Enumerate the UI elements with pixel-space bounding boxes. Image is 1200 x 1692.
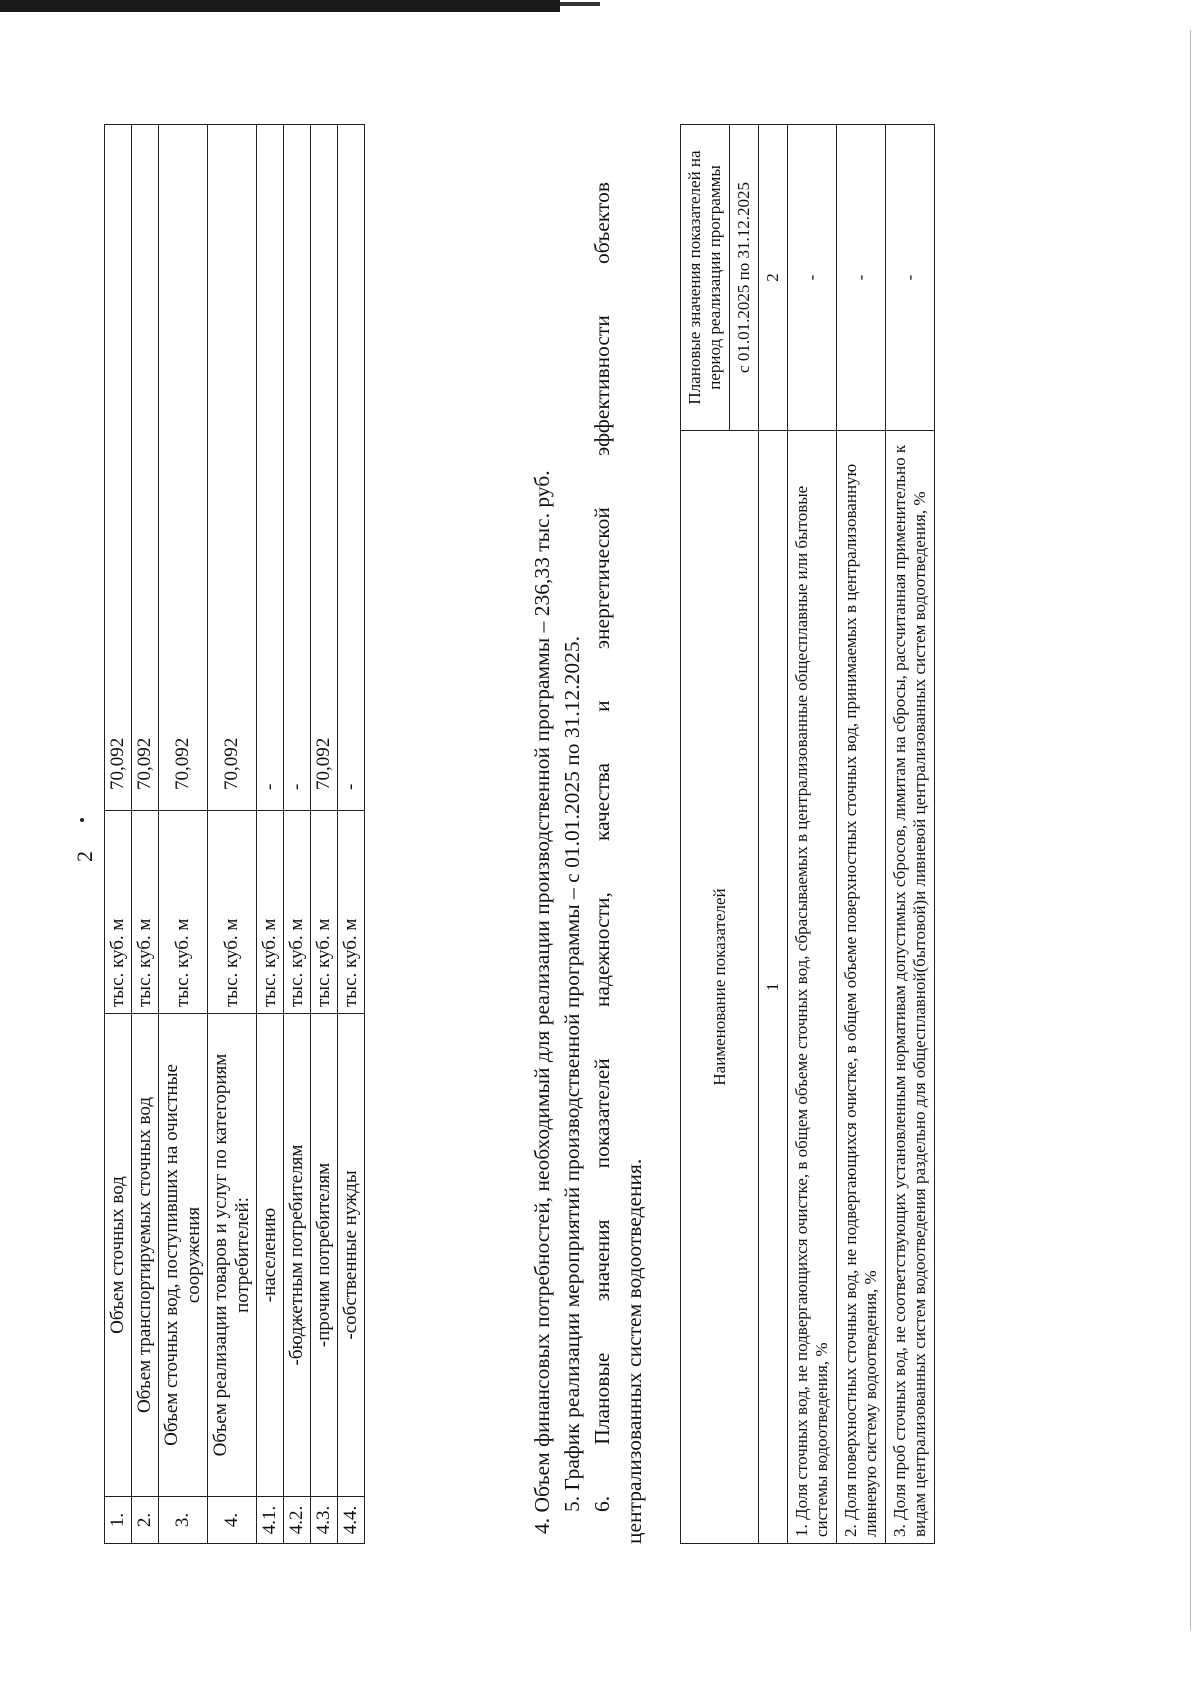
header-period: с 01.01.2025 по 31.12.2025 <box>730 125 759 431</box>
row-number: 4.4. <box>338 1497 365 1544</box>
table-row <box>837 125 886 1544</box>
row-number: 2. <box>132 1497 159 1544</box>
paragraph-6-word: показателей <box>590 1058 614 1169</box>
row-unit: тыс. куб. м <box>311 811 338 1014</box>
table-row <box>105 125 132 1544</box>
row-unit: тыс. куб. м <box>132 811 159 1014</box>
row-value: - <box>284 125 311 811</box>
table-row <box>311 125 338 1544</box>
paragraph-6-continuation: централизованных систем водоотведения. <box>622 1158 646 1544</box>
row-value: 70,092 <box>132 125 159 811</box>
column-number-1: 1 <box>759 431 788 1544</box>
table-row <box>284 125 311 1544</box>
paragraph-6-word: Плановые <box>590 1352 614 1445</box>
indicator-name: 2. Доля поверхностных сточных вод, не подвергающихся очистке, в общем объеме поверхностных сточных вод, принимаемых в централизованную ливневую систему водоотведения, % <box>837 431 886 1544</box>
paragraph-6-word: и <box>590 700 614 712</box>
column-number-2: 2 <box>759 125 788 431</box>
row-name: -прочим потребителям <box>311 1014 338 1497</box>
row-unit: тыс. куб. м <box>105 811 132 1014</box>
row-value: 70,092 <box>105 125 132 811</box>
indicator-name: 3. Доля проб сточных вод, не соответствующих установленным нормативам допустимых сбросов, лимитам на сбросы, рассчитанная применительно к видам централизованных систем водоотведения раздельно для общесплавной(бытовой)и ливневой централизованных систем водоотведения, % <box>886 431 935 1544</box>
volumes-table <box>104 124 365 1544</box>
row-number: 3. <box>159 1497 208 1544</box>
row-name: -бюджетным потребителям <box>284 1014 311 1497</box>
indicator-name: 1. Доля сточных вод, не подвергающихся очистке, в общем объеме сточных вод, сбрасываемых в централизованные общесплавные или бытовые системы водоотведения, % <box>788 431 837 1544</box>
row-unit: тыс. куб. м <box>284 811 311 1014</box>
row-value: 70,092 <box>159 125 208 811</box>
row-unit: тыс. куб. м <box>257 811 284 1014</box>
paragraph-6-word: значения <box>590 1219 614 1302</box>
row-number: 4.3. <box>311 1497 338 1544</box>
indicator-value: - <box>886 125 935 431</box>
paragraph-5: 5. График реализации мероприятий производственной программы – с 01.01.2025 по 31.12.2025. <box>560 636 584 1512</box>
row-unit: тыс. куб. м <box>338 811 365 1014</box>
table-row <box>132 125 159 1544</box>
row-number: 4. <box>208 1497 257 1544</box>
row-unit: тыс. куб. м <box>208 811 257 1014</box>
row-name: Объем реализации товаров и услуг по категориям потребителей: <box>208 1014 257 1497</box>
row-number: 4.1. <box>257 1497 284 1544</box>
table-row <box>338 125 365 1544</box>
paragraph-6-word: надежности, <box>590 892 614 1008</box>
header-plan-values: Плановые значения показателей на период реализации программы <box>681 125 730 431</box>
row-unit: тыс. куб. м <box>159 811 208 1014</box>
indicators-table <box>680 124 935 1544</box>
paragraph-6-word: объектов <box>590 182 614 265</box>
row-value: 70,092 <box>311 125 338 811</box>
table-row <box>257 125 284 1544</box>
table-row <box>208 125 257 1544</box>
row-value: - <box>257 125 284 811</box>
table-row <box>886 125 935 1544</box>
page-number: 2 <box>72 851 97 862</box>
row-number: 4.2. <box>284 1497 311 1544</box>
row-name: Объем транспортируемых сточных вод <box>132 1014 159 1497</box>
row-name: Объем сточных вод <box>105 1014 132 1497</box>
paragraph-6-word: энергетической <box>590 507 614 650</box>
paragraph-4: 4. Объем финансовых потребностей, необходимый для реализации производственной программы – 236,33 тыс. руб. <box>530 470 554 1534</box>
row-value: 70,092 <box>208 125 257 811</box>
header-indicator-name: Наименование показателей <box>681 431 759 1544</box>
paragraph-6-word: качества <box>590 762 614 841</box>
paragraph-6-word: 6. <box>590 1495 614 1512</box>
table-row <box>788 125 837 1544</box>
row-number: 1. <box>105 1497 132 1544</box>
paragraph-6 <box>590 182 615 1512</box>
table-row <box>159 125 208 1544</box>
row-value: - <box>338 125 365 811</box>
row-name: -собственные нужды <box>338 1014 365 1497</box>
indicator-value: - <box>788 125 837 431</box>
indicator-value: - <box>837 125 886 431</box>
paragraph-6-word: эффективности <box>590 315 614 456</box>
row-name: -населению <box>257 1014 284 1497</box>
row-name: Объем сточных вод, поступивших на очистные сооружения <box>159 1014 208 1497</box>
